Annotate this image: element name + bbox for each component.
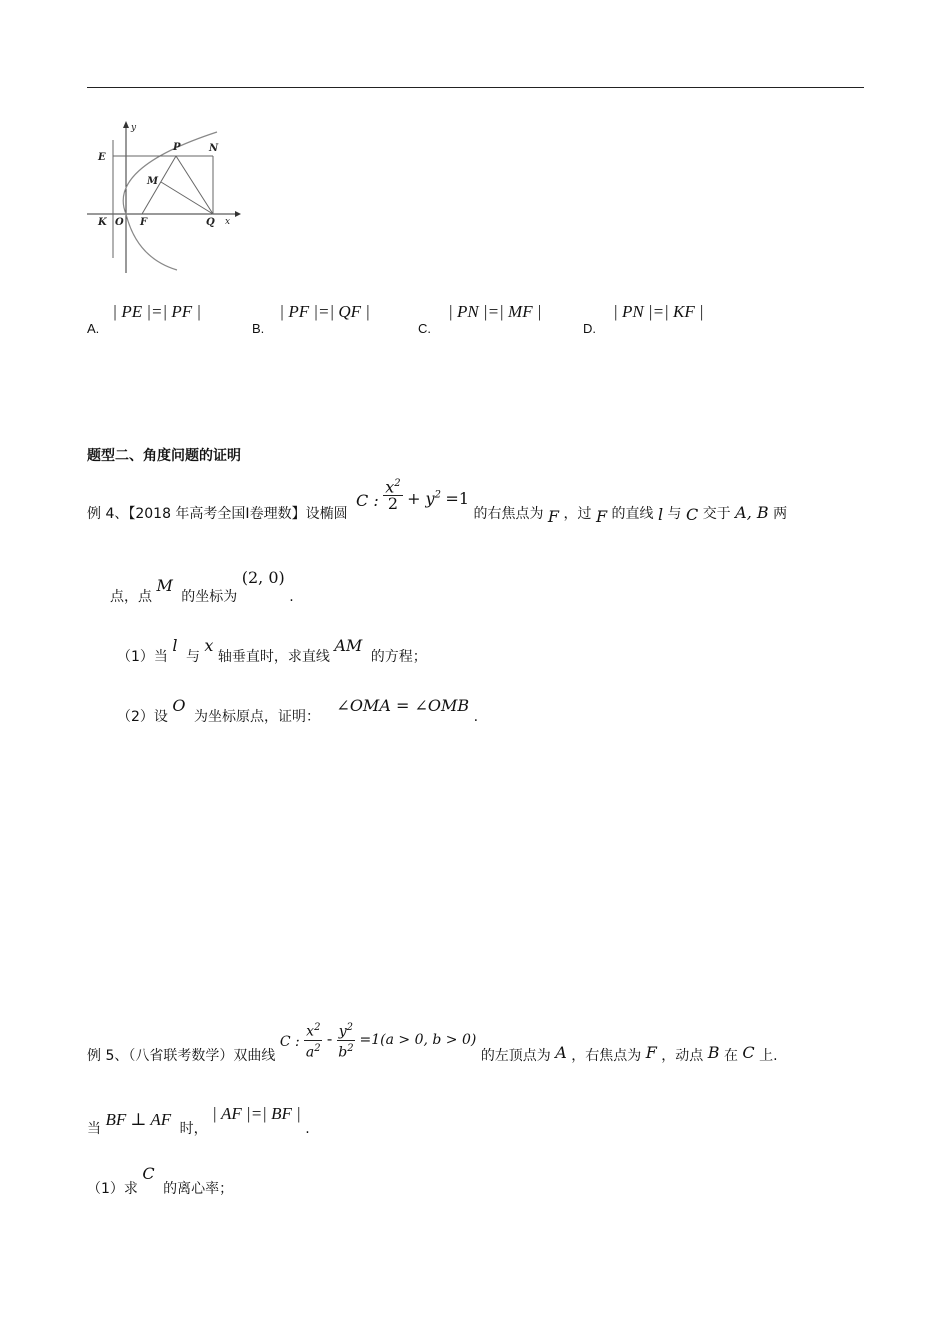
option-a-expr: | PE |=| PF | (112, 302, 202, 321)
ex4-q1-b: 与 (185, 649, 200, 665)
label-x: x (225, 217, 231, 227)
option-d-label: D. (583, 321, 596, 336)
ex5-frac-x: $\frac{x^2}{a^2}$ (305, 1022, 321, 1061)
label-Q: Q (206, 217, 215, 228)
ex5-t2: ，右焦点为 (571, 1048, 642, 1065)
ex4-q1-x: x (204, 636, 214, 655)
label-P: P (173, 142, 181, 153)
ex4-q2-a: （2）设 (117, 709, 168, 725)
ex5-q1 (87, 1160, 234, 1197)
ex5-frac-y: $\frac{y^2}{b^2}$ (338, 1022, 354, 1061)
ex4-frac-num: x (385, 477, 395, 497)
ex4-line2-a: 点，点 (110, 589, 152, 605)
parabola-figure (87, 118, 247, 278)
ex4-q1 (117, 628, 427, 665)
ex5-C: C (742, 1043, 755, 1063)
ex4-t4: 与 (667, 506, 682, 523)
ex4-q2 (117, 688, 479, 725)
label-N: N (209, 143, 219, 154)
option-b-expr: | PF |=| QF | (279, 302, 370, 321)
ex5-prefix: 例 5、（八省联考数学）双曲线 (87, 1048, 276, 1065)
ex4-F2: F (595, 507, 608, 527)
ex4-line2 (110, 568, 294, 605)
label-E: E (98, 152, 106, 163)
option-c-label: C. (418, 321, 431, 336)
ex4-t6: 两 (773, 506, 788, 523)
ex5-q1-a: （1）求 (87, 1181, 138, 1197)
ex5-t5: 上. (759, 1048, 778, 1065)
option-b[interactable] (252, 302, 370, 336)
ex5-cond: =1(a > 0, b > 0) (359, 1032, 477, 1049)
ex4-q1-AM: AM (334, 636, 363, 655)
label-K: K (98, 217, 107, 228)
ex5-q1-C: C (142, 1164, 155, 1183)
option-b-label: B. (252, 321, 265, 336)
option-d-expr: | PN |=| KF | (613, 302, 704, 321)
ex4-plus-y: + $y^2$ (407, 489, 441, 509)
option-a-label: A. (87, 321, 100, 336)
ex4-t5: 交于 (702, 506, 731, 523)
ex5-t4: 在 (723, 1048, 738, 1065)
ex4-AB: A, B (735, 503, 769, 523)
ex4-M: M (156, 576, 173, 595)
ex5-A: A (555, 1043, 567, 1063)
ex4-prefix: 例 4、【2018 年高考全国Ⅰ卷理数】设椭圆 (87, 506, 348, 523)
ex4-q2-end: . (473, 709, 479, 725)
label-M: M (147, 176, 159, 187)
label-O: O (115, 217, 124, 228)
ex4-q1-c: 轴垂直时，求直线 (217, 649, 330, 665)
ex4-q2-expr: ∠OMA = ∠OMB (336, 696, 470, 715)
ex5-minus: - (326, 1029, 333, 1049)
ex4-q1-l: l (172, 636, 178, 655)
ex5-c-colon: C : (279, 1034, 300, 1051)
ex4-q2-O: O (172, 696, 186, 715)
ex5-B: B (707, 1043, 720, 1063)
ex4-c-colon: C : (356, 491, 379, 511)
ex4-C: C (685, 505, 699, 525)
ex4-period: . (289, 589, 294, 605)
ex4-frac-den: 2 (387, 494, 398, 514)
ex4-coord: (2, 0) (241, 568, 285, 587)
ex5-line1 (87, 1000, 778, 1065)
option-c-expr: | PN |=| MF | (448, 302, 542, 321)
ex4-l: l (657, 505, 664, 525)
ex5-line2-b: 时， (179, 1121, 208, 1137)
ex4-q1-d: 的方程； (370, 649, 427, 665)
ex4-line1 (87, 478, 787, 528)
ex4-frac: $\frac{x^2}{2}$ (385, 477, 401, 514)
ex4-t1: 的右焦点为 (473, 506, 544, 523)
header-rule (87, 87, 864, 88)
ex5-eq: | AF |=| BF | (212, 1104, 301, 1123)
ex5-t3: ，动点 (661, 1048, 704, 1065)
option-c[interactable] (418, 302, 542, 336)
label-y: y (131, 123, 137, 133)
ex5-line2-a: 当 (87, 1121, 101, 1137)
ex4-q1-a: （1）当 (117, 649, 168, 665)
label-F: F (140, 217, 148, 228)
ex5-q1-b: 的离心率； (163, 1181, 234, 1197)
option-a[interactable] (87, 302, 202, 336)
ex4-F1: F (547, 507, 560, 527)
option-d[interactable] (583, 302, 704, 336)
ex5-line2-end: . (305, 1121, 310, 1137)
ex4-t3: 的直线 (611, 506, 654, 523)
ex4-t2: ，过 (563, 506, 592, 523)
ex5-t1: 的左顶点为 (480, 1048, 551, 1065)
ex5-F: F (645, 1043, 657, 1063)
section-title: 题型二、角度问题的证明 (87, 448, 241, 464)
ex5-perp: BF ⊥ AF (105, 1110, 172, 1129)
ex5-line2 (87, 1098, 310, 1137)
ex4-line2-b: 的坐标为 (181, 589, 238, 605)
ex4-q2-b: 为坐标原点，证明： (193, 709, 320, 725)
ex4-eq1: =1 (445, 489, 470, 509)
